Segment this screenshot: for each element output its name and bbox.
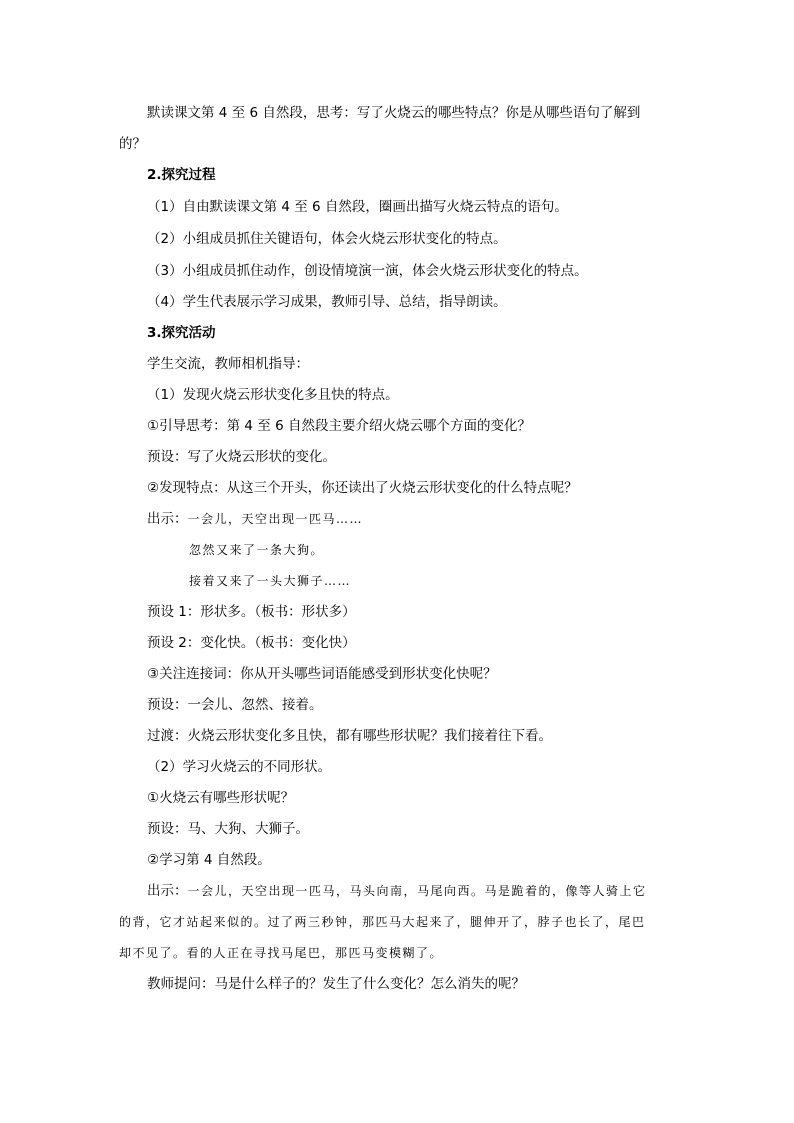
activity-point-2: （2）学习火烧云的不同形状。	[147, 759, 332, 775]
activity-question-2: ②发现特点：从这三个开头，你还读出了火烧云形状变化的什么特点呢？	[147, 480, 578, 496]
process-step-1: （1）自由默读课文第 4 至 6 自然段，圈画出描写火烧云特点的语句。	[147, 199, 568, 215]
quote-text: 一会儿，天空出现一匹马……	[187, 512, 364, 526]
section-heading-3: 3.探究活动	[147, 325, 216, 341]
teacher-question: 教师提问：马是什么样子的？发生了什么变化？怎么消失的呢？	[147, 976, 525, 992]
activity-question-3: ③关注连接词：你从开头哪些词语能感受到形状变化快呢？	[147, 666, 497, 682]
activity-preset-1: 预设：写了火烧云形状的变化。	[147, 449, 336, 465]
activity-point-1: （1）发现火烧云形状变化多且快的特点。	[147, 387, 399, 403]
section-heading-2: 2.探究过程	[147, 167, 216, 183]
quote-2-line-1	[147, 881, 647, 901]
process-step-4: （4）学生代表展示学习成果，教师引导、总结，指导朗读。	[147, 294, 507, 310]
quote-label: 出示：	[147, 511, 188, 527]
activity-study-4: ②学习第 4 自然段。	[147, 852, 271, 868]
activity-preset-2: 预设 1：形状多。（板书：形状多）	[147, 604, 356, 620]
quote-2-line-2: 的背，它才站起来似的。过了两三秒钟，那匹马大起来了，腿伸开了，脖子也长了，尾巴	[119, 915, 646, 929]
activity-preset-4: 预设：一会儿、忽然、接着。	[147, 697, 323, 713]
process-step-2: （2）小组成员抓住关键语句，体会火烧云形状变化的特点。	[147, 231, 507, 247]
activity-question-1: ①引导思考：第 4 至 6 自然段主要介绍火烧云哪个方面的变化？	[147, 418, 531, 434]
activity-intro: 学生交流，教师相机指导：	[147, 356, 309, 372]
activity-transition: 过渡：火烧云形状变化多且快，都有哪些形状呢？我们接着往下看。	[147, 728, 552, 744]
activity-preset-3: 预设 2：变化快。（板书：变化快）	[147, 635, 356, 651]
paragraph-intro-line-1: 默读课文第 4 至 6 自然段，思考：写了火烧云的哪些特点？你是从哪些语句了解到	[147, 105, 641, 121]
process-step-3: （3）小组成员抓住动作，创设情境演一演，体会火烧云形状变化的特点。	[147, 263, 588, 279]
activity-question-4: ①火烧云有哪些形状呢？	[147, 790, 295, 806]
quote-label: 出示：	[147, 883, 188, 899]
activity-preset-5: 预设：马、大狗、大狮子。	[147, 821, 309, 837]
quote-2-line-3: 却不见了。看的人正在寻找马尾巴，那匹马变模糊了。	[119, 946, 444, 960]
quote-1-line-3: 接着又来了一头大狮子……	[189, 574, 352, 588]
paragraph-intro-line-2: 的？	[119, 136, 146, 152]
quote-1-line-1	[147, 509, 363, 529]
quote-1-line-2: 忽然又来了一条大狗。	[189, 543, 325, 557]
quote-text: 一会儿，天空出现一匹马，马头向南，马尾向西。马是跪着的，像等人骑上它	[187, 884, 647, 898]
